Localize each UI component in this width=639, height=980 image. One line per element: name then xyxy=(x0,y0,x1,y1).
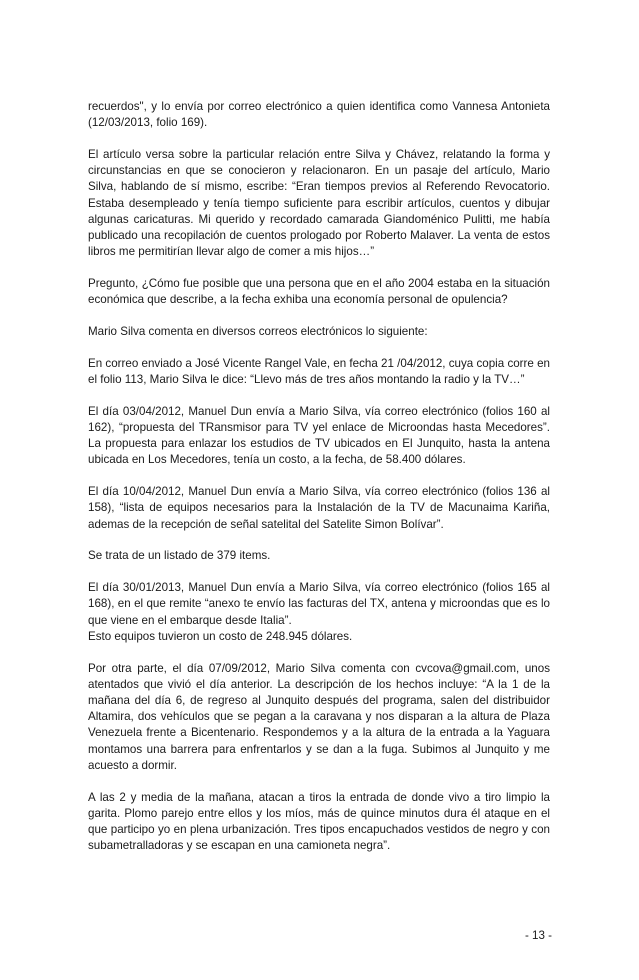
paragraph: Esto equipos tuvieron un costo de 248.945 dólares. xyxy=(88,629,353,643)
paragraph: El día 03/04/2012, Manuel Dun envía a Mario Silva, vía correo electrónico (folios 160 al 162), “propuesta del TRansmisor para TV yel enlace de Microondas hasta Mecedores”. La propuesta para enlazar los estudios de TV ubicados en El Junquito, hasta la antena ubicada en Los Mecedores, tenía un costo, a la fecha, de 58.400 dólares. xyxy=(88,404,550,467)
paragraph: El día 10/04/2012, Manuel Dun envía a Mario Silva, vía correo electrónico (folios 136 al 158), “lista de equipos necesarios para la Instalación de la TV de Macunaima Kariña, ademas de la recepción de señal satelital del Satelite Simon Bolívar”. xyxy=(88,485,550,531)
page-number: - 13 - xyxy=(524,929,552,942)
paragraph: A las 2 y media de la mañana, atacan a tiros la entrada de donde vivo a tiro limpio la garita. Plomo parejo entre ellos y los míos, más de quince minutos dura él ataque en el que participo yo en plena urbanización. Tres tipos encapuchados vestidos de negro y con subametralladoras y se escapan en una camioneta negra”. xyxy=(88,790,550,853)
paragraph: En correo enviado a José Vicente Rangel Vale, en fecha 21 /04/2012, cuya copia corre en el folio 113, Mario Silva le dice: “Llevo más de tres años montando la radio y la TV…” xyxy=(88,356,550,387)
paragraph: recuerdos", y lo envía por correo electrónico a quien identifica como Vannesa Antonieta (12/03/2013, folio 169). xyxy=(88,100,550,130)
paragraph: El artículo versa sobre la particular relación entre Silva y Chávez, relatando la forma y circunstancias en que se conocieron y relacionaron. En un pasaje del artículo, Mario Silva, hablando de sí mismo, escribe: “Eran tiempos previos al Referendo Revocatorio. Estaba desempleado y tenía tiempo suficiente para escribir artículos, cuentos y dibujar algunas caricaturas. Mi querido y recordado camarada Giandoménico Pulitti, me había publicado una recopilación de cuentos prologado por Roberto Malaver. La venta de estos libros me permitirían llevar algo de comer a mis hijos…” xyxy=(88,148,550,259)
paragraph: Se trata de un listado de 379 items. xyxy=(88,549,271,563)
document-body xyxy=(88,99,550,870)
paragraph: Pregunto, ¿Cómo fue posible que una persona que en el año 2004 estaba en la situación económica que describe, a la fecha exhiba una economía personal de opulencia? xyxy=(88,277,550,307)
paragraph: Por otra parte, el día 07/09/2012, Mario Silva comenta con cvcova@gmail.com, unos atentados que vivió el día anterior. La descripción de los hechos incluye: “A la 1 de la mañana del día 6, de regreso al Junquito después del programa, salen del distribuidor Altamira, dos vehículos que se pegan a la caravana y nos disparan a la altura de Plaza Venezuela frente a Bicentenario. Respondemos y a la altura de la entrada a la Yaguara montamos una barrera para enfrentarlos y se dan a la fuga. Subimos al Junquito y me acuesto a dormir. xyxy=(88,661,550,772)
paragraph: Mario Silva comenta en diversos correos electrónicos lo siguiente: xyxy=(88,325,428,339)
paragraph: El día 30/01/2013, Manuel Dun envía a Mario Silva, vía correo electrónico (folios 165 al 168), en el que remite “anexo te envío las facturas del TX, antena y microondas que es lo que viene en el embarque desde Italia”. xyxy=(88,581,550,627)
